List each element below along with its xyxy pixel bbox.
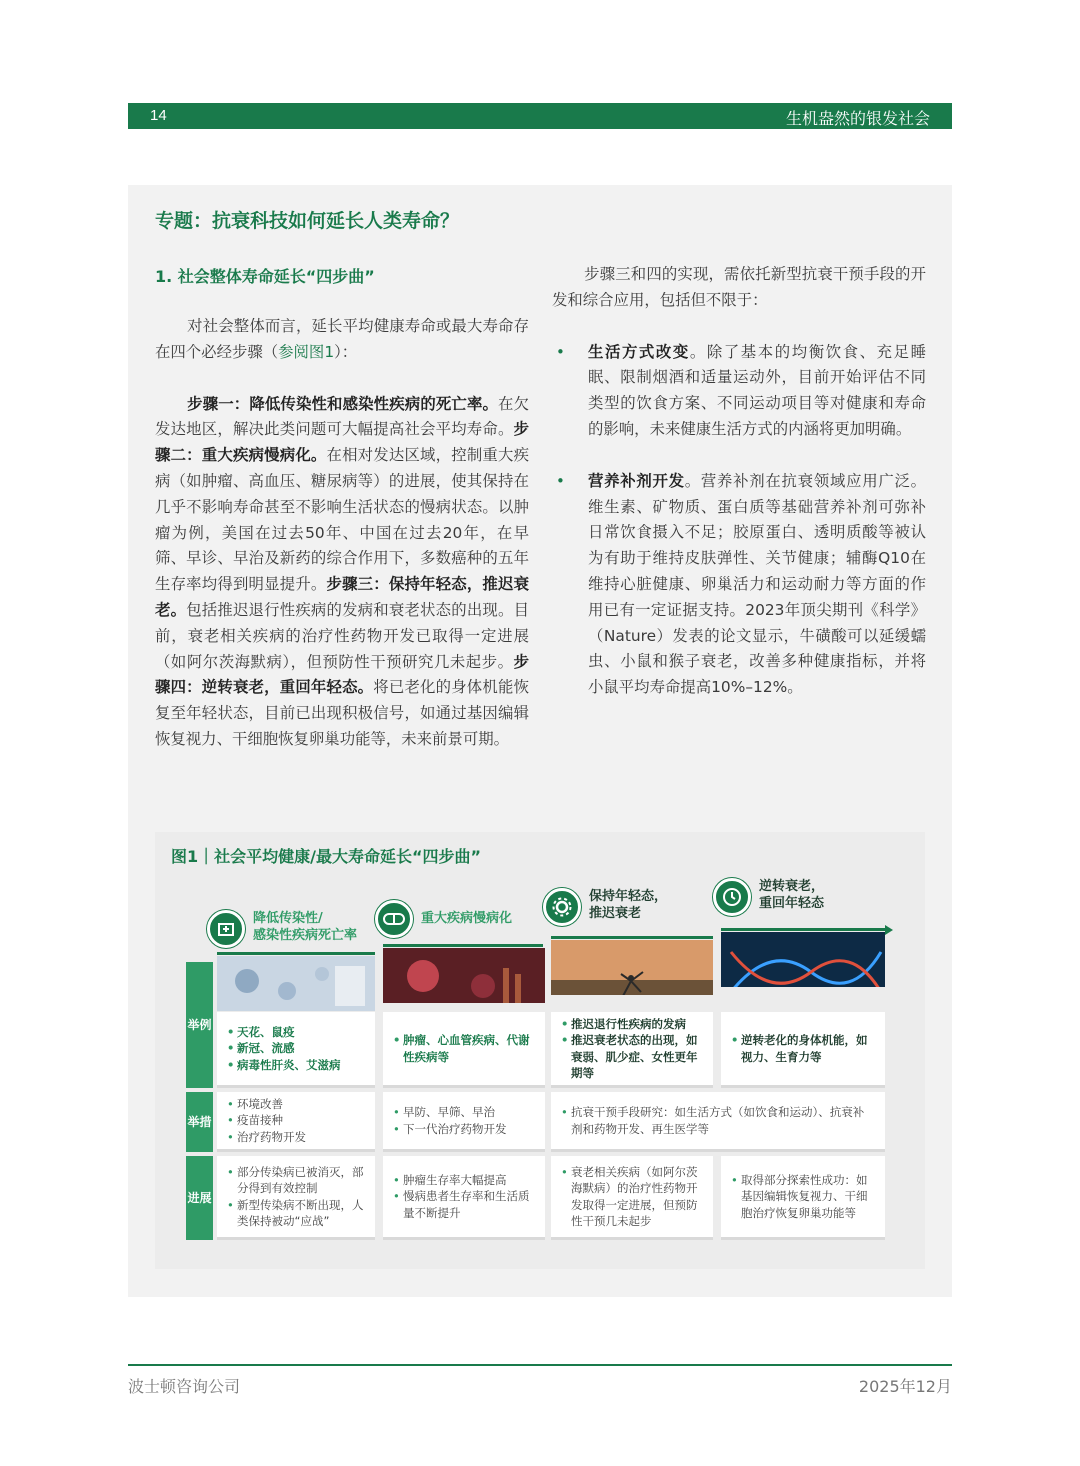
list-item: • 疫苗接种 xyxy=(227,1112,365,1129)
list-item: • 新冠、流感 xyxy=(227,1040,365,1057)
hospital-icon xyxy=(207,910,245,948)
list-item: • 下一代治疗药物开发 xyxy=(393,1121,535,1138)
list-item: • 取得部分探索性成功：如基因编辑恢复视力、干细胞治疗恢复卵巢功能等 xyxy=(731,1172,875,1222)
intro-paragraph: 对社会整体而言，延长平均健康寿命或最大寿命存在四个必经步骤（参阅图1）： xyxy=(155,317,529,361)
list-item: • 病毒性肝炎、艾滋病 xyxy=(227,1057,365,1074)
stage-1-label: 降低传染性/ 感染性疾病死亡率 xyxy=(253,911,358,943)
row-label-examples: 举例 xyxy=(186,962,213,1088)
list-item: • 推迟衰老状态的出现，如衰弱、肌少症、女性更年期等 xyxy=(561,1032,703,1082)
report-title: 生机盎然的银发社会 xyxy=(785,109,930,128)
stage-arrow xyxy=(721,928,885,931)
bullet-dot: • xyxy=(556,471,565,490)
list-item: • 推迟退行性疾病的发病 xyxy=(561,1016,703,1033)
pill-icon xyxy=(375,900,413,938)
stage-4-header xyxy=(713,878,824,916)
stage-2-label: 重大疾病慢病化 xyxy=(421,911,513,926)
list-item: • 肿瘤、心血管疾病、代谢性疾病等 xyxy=(393,1032,535,1065)
cell-photo xyxy=(383,948,545,1003)
progress-cell-1 xyxy=(217,1156,375,1240)
measure-cell-2 xyxy=(383,1092,545,1152)
step2-title: 步骤二：重大疾病慢病化。 xyxy=(155,420,529,465)
stage-3-label: 保持年轻态， 推迟衰老 xyxy=(589,889,668,921)
example-cell-1 xyxy=(217,1012,375,1088)
stage-3-header xyxy=(543,888,667,926)
stage-arrow xyxy=(217,952,375,955)
list-item: • 环境改善 xyxy=(227,1096,365,1113)
stage-arrow xyxy=(383,944,543,947)
row-label-measures: 举措 xyxy=(186,1092,213,1152)
list-item: • 天花、鼠疫 xyxy=(227,1024,365,1041)
page-number: 14 xyxy=(150,107,167,124)
gear-icon xyxy=(543,888,581,926)
example-cell-3 xyxy=(551,1012,713,1088)
topic-title: 专题：抗衰科技如何延长人类寿命？ xyxy=(155,210,460,232)
progress-cell-4 xyxy=(721,1156,885,1240)
progress-cell-3 xyxy=(551,1156,713,1240)
measure-cell-1 xyxy=(217,1092,375,1152)
clock-icon xyxy=(713,878,751,916)
arrow-head xyxy=(885,925,893,935)
stage-arrow xyxy=(551,936,713,939)
list-item: • 新型传染病不断出现，人类保持被动“应战” xyxy=(227,1197,365,1230)
list-item: • 逆转老化的身体机能，如视力、生育力等 xyxy=(731,1032,875,1065)
measure-cell-3 xyxy=(551,1092,885,1152)
stage-4-label: 逆转衰老， 重回年轻态 xyxy=(759,879,825,911)
left-column xyxy=(155,262,529,753)
footer-divider xyxy=(128,1364,952,1366)
bullet2-title: 营养补剂开发 xyxy=(588,471,685,490)
figure-1 xyxy=(155,832,925,1269)
list-item: • 部分传染病已被消灭，部分得到有效控制 xyxy=(227,1164,365,1197)
list-item: • 早防、早筛、早治 xyxy=(393,1104,535,1121)
list-item: • 肿瘤生存率大幅提高 xyxy=(393,1172,535,1189)
dna-photo xyxy=(721,932,885,987)
list-item: • 慢病患者生存率和生活质量不断提升 xyxy=(393,1188,535,1221)
steps-paragraph: 步骤一：降低传染性和感染性疾病的死亡率。在欠发达地区，解决此类问题可大幅提高社会平均寿命。步骤二：重大疾病慢病化。在相对发达区域，控制重大疾病（如肿瘤、高血压、糖尿病等）的进展，使其保持在几乎不影响寿命甚至不影响生活状态的慢病状态。以肿瘤为例，美国在过去50年、中国在过去20年，在早筛、早诊、早治及新药的综合作用下，多数癌种的五年生存率均得到明显提升。步骤三：保持年轻态，推迟衰老。包括推迟退行性疾病的发病和衰老状态的出现。目前，衰老相关疾病的治疗性药物开发已取得一定进展（如阿尔茨海默病），但预防性干预研究几未起步。步骤四：逆转衰老，重回年轻态。将已老化的身体机能恢复至年轻状态，目前已出现积极信号，如通过基因编辑恢复视力、干细胞恢复卵巢功能等，未来前景可期。 xyxy=(155,394,529,748)
right-column xyxy=(552,262,926,701)
stage-1-header xyxy=(207,910,357,948)
figure-title: 图1｜社会平均健康/最大寿命延长“四步曲” xyxy=(171,847,482,866)
yoga-photo xyxy=(551,940,713,995)
right-intro: 步骤三和四的实现，需依托新型抗衰干预手段的开发和综合应用，包括但不限于： xyxy=(552,265,926,309)
section-title: 1. 社会整体寿命延长“四步曲” xyxy=(155,267,375,286)
virus-photo xyxy=(217,956,375,1011)
list-item: • 抗衰干预手段研究：如生活方式（如饮食和运动）、抗衰补剂和药物开发、再生医学等 xyxy=(561,1104,875,1137)
example-cell-4 xyxy=(721,1012,885,1088)
progress-cell-2 xyxy=(383,1156,545,1240)
bullet1-title: 生活方式改变 xyxy=(588,342,690,361)
list-item: • 衰老相关疾病（如阿尔茨海默病）的治疗性药物开发取得一定进展，但预防性干预几未起步 xyxy=(561,1164,703,1230)
bullet-supplements: • 营养补剂开发。营养补剂在抗衰领域应用广泛。维生素、矿物质、蛋白质等基础营养补剂可弥补日常饮食摄入不足；胶原蛋白、透明质酸等被认为有助于维持皮肤弹性、关节健康；辅酶Q10在维持心脏健康、卵巢活力和运动耐力等方面的作用已有一定证据支持。2023年顶尖期刊《科学》（Nature）发表的论文显示，牛磺酸可以延缓蠕虫、小鼠和猴子衰老，改善多种健康指标，并将小鼠平均寿命提高10%–12%。 xyxy=(552,469,926,701)
stage-2-header xyxy=(375,900,512,938)
step3-title: 步骤三：保持年轻态，推迟衰老。 xyxy=(155,575,529,619)
bullet-dot: • xyxy=(556,342,565,361)
example-cell-2 xyxy=(383,1012,545,1088)
bullet-lifestyle: • 生活方式改变。除了基本的均衡饮食、充足睡眠、限制烟酒和适量运动外，目前开始评估不同类型的饮食方案、不同运动项目等对健康和寿命的影响，未来健康生活方式的内涵将更加明确。 xyxy=(552,340,926,443)
list-item: • 治疗药物开发 xyxy=(227,1129,365,1146)
figure-reference-link[interactable]: 参阅图1 xyxy=(278,342,335,361)
footer-date: 2025年12月 xyxy=(858,1377,952,1396)
footer-company: 波士顿咨询公司 xyxy=(128,1377,241,1396)
row-label-progress: 进展 xyxy=(186,1156,213,1240)
step1-title: 步骤一：降低传染性和感染性疾病的死亡率。 xyxy=(187,394,499,413)
step4-title: 步骤四：逆转衰老，重回年轻态。 xyxy=(155,652,529,697)
page-header xyxy=(128,103,952,129)
